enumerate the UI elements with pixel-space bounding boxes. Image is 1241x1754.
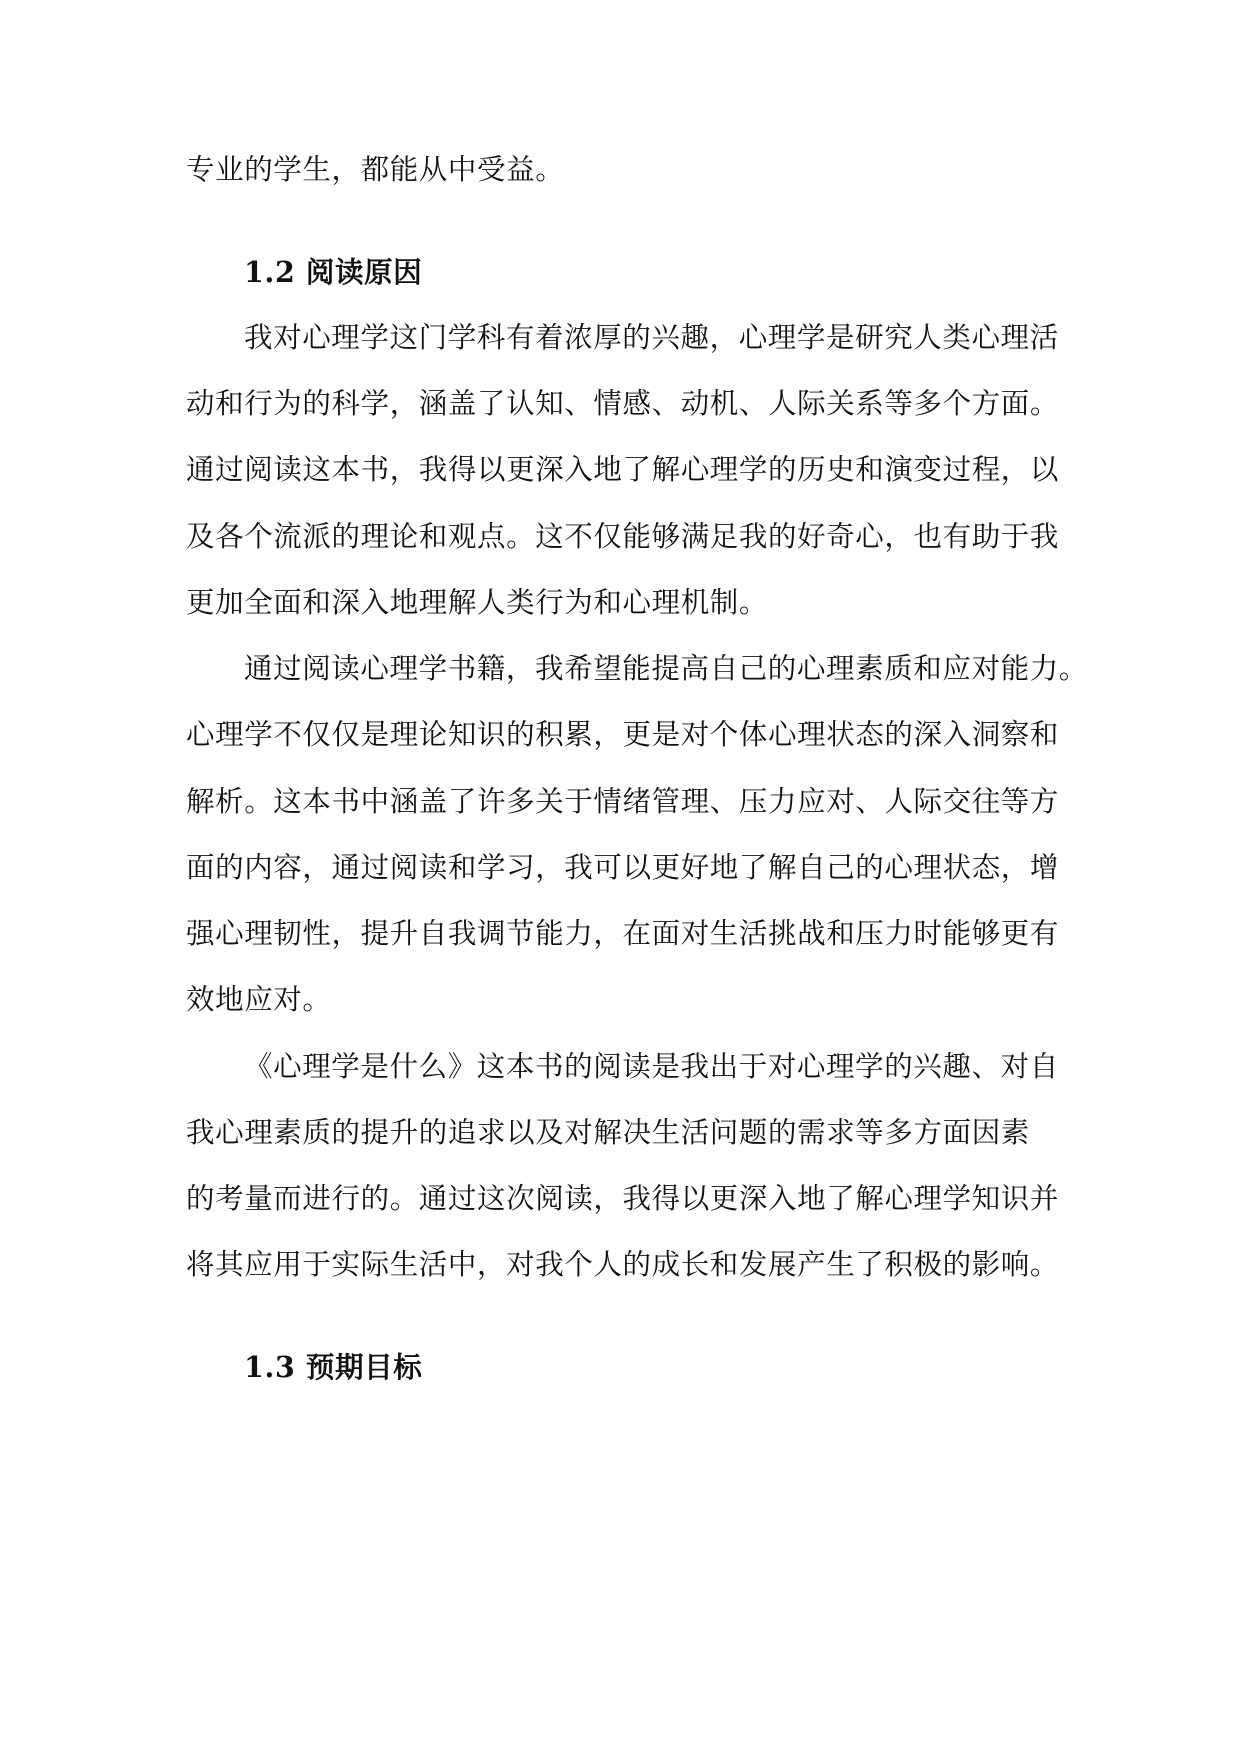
paragraph-3-line-1: 《心理学是什么》这本书的阅读是我出于对心理学的兴趣、对自 — [244, 1050, 1059, 1083]
paragraph-1-line-2: 动和行为的科学，涵盖了认知、情感、动机、人际关系等多个方面。 — [186, 387, 1060, 420]
text-line: 专业的学生，都能从中受益。 — [186, 153, 565, 186]
paragraph-1-line-1: 我对心理学这门学科有着浓厚的兴趣，心理学是研究人类心理活 — [244, 321, 1059, 354]
paragraph-2-line-5: 强心理韧性，提升自我调节能力，在面对生活挑战和压力时能够更有 — [186, 917, 1060, 950]
paragraph-2-line-1: 通过阅读心理学书籍，我希望能提高自己的心理素质和应对能力。 — [244, 652, 1088, 685]
section-heading-1-3: 1.3 预期目标 — [244, 1350, 423, 1384]
paragraph-2-line-2: 心理学不仅仅是理论知识的积累，更是对个体心理状态的深入洞察和 — [186, 718, 1060, 751]
paragraph-1-line-4: 及各个流派的理论和观点。这不仅能够满足我的好奇心，也有助于我 — [186, 520, 1060, 553]
paragraph-1-line-3: 通过阅读这本书，我得以更深入地了解心理学的历史和演变过程，以 — [186, 453, 1060, 486]
paragraph-2-line-4: 面的内容，通过阅读和学习，我可以更好地了解自己的心理状态，增 — [186, 851, 1060, 884]
paragraph-2-line-6: 效地应对。 — [186, 983, 332, 1016]
section-heading-1-2: 1.2 阅读原因 — [244, 255, 423, 289]
paragraph-3-line-2: 我心理素质的提升的追求以及对解决生活问题的需求等多方面因素 — [186, 1116, 1030, 1149]
paragraph-3-line-3: 的考量而进行的。通过这次阅读，我得以更深入地了解心理学知识并 — [186, 1182, 1060, 1215]
paragraph-2-line-3: 解析。这本书中涵盖了许多关于情绪管理、压力应对、人际交往等方 — [186, 785, 1060, 818]
paragraph-1-line-5: 更加全面和深入地理解人类行为和心理机制。 — [186, 586, 769, 619]
paragraph-3-line-4: 将其应用于实际生活中，对我个人的成长和发展产生了积极的影响。 — [186, 1248, 1060, 1281]
